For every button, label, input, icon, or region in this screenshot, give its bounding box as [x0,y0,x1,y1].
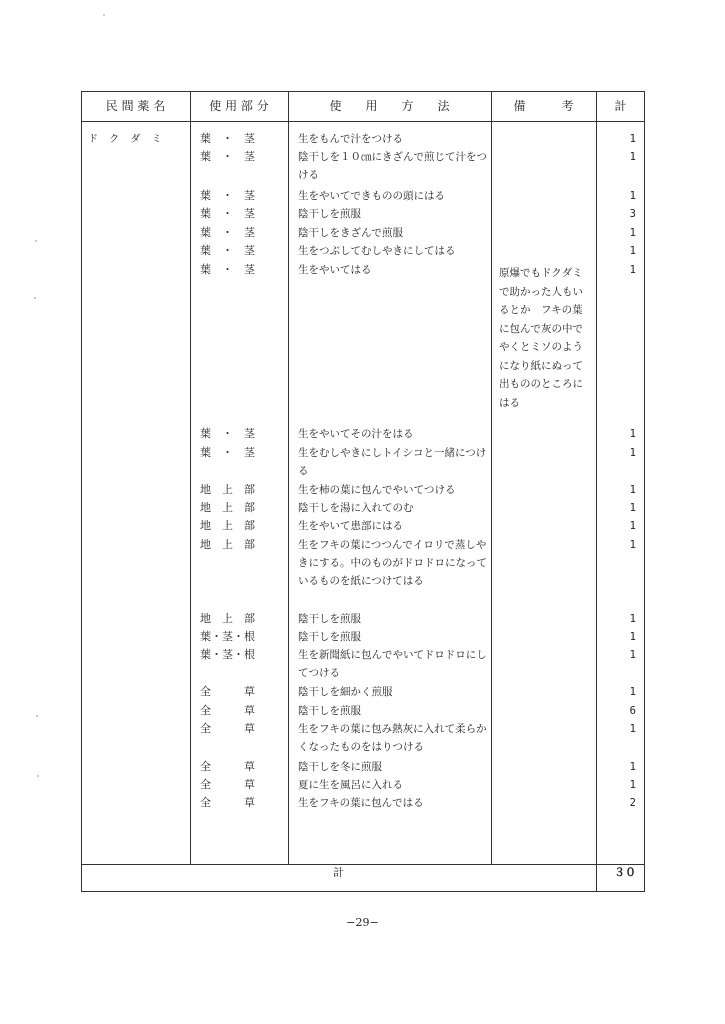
method-cell: 生をむしやきにしトイシコと一緒につける [298,447,487,477]
part-cell: 葉 ・ 茎 [200,446,255,459]
part-cell: 葉 ・ 茎 [200,150,255,163]
method-cell: 陰干しを煎服 [298,631,361,643]
count-cell: 1 [629,649,636,661]
part-cell: 地 上 部 [200,519,255,532]
method-cell: 生をやいてその汁をはる [298,428,414,440]
method-cell: 生をフキの葉に包んではる [298,797,424,809]
part-cell: 葉 ・ 茎 [200,244,255,257]
header-method: 使 用 方 法 [329,99,450,113]
part-cell: 地 上 部 [200,538,255,551]
column-divider [596,91,597,892]
count-cell: 1 [629,723,636,735]
count-cell: 1 [629,428,636,440]
count-cell: 3 [629,208,636,220]
total-label: 計 [333,866,344,879]
scan-speck [35,240,37,242]
part-cell: 全 草 [200,796,255,809]
scan-speck [36,715,38,717]
method-cell: 生をもんで汁をつける [298,133,403,145]
method-cell: 陰干しを煎服 [298,208,361,220]
part-cell: 全 草 [200,685,255,698]
column-divider [288,91,289,865]
total-value: ３０ [614,866,636,879]
part-cell: 葉 ・ 茎 [200,263,255,276]
part-cell: 葉 ・ 茎 [200,132,255,145]
plant-name: ド ク ダ ミ [88,134,166,145]
part-cell: 葉 ・ 茎 [200,427,255,440]
method-cell: 陰干しを１０㎝にきざんで煎じて汁をつける [298,151,487,181]
method-cell: 陰干しをきざんで煎服 [298,227,403,239]
scan-speck [103,14,105,16]
header-divider [81,121,645,122]
scan-speck [37,775,39,777]
header-name: 民 間 薬 名 [105,99,166,113]
part-cell: 葉 ・ 茎 [200,207,255,220]
count-cell: 1 [629,447,636,459]
count-cell: 1 [629,190,636,202]
method-cell: 生をフキの葉に包み熱灰に入れて柔らかくなったものをはりつける [298,723,487,753]
method-cell: 陰干しを細かく煎服 [298,686,393,698]
count-cell: 1 [629,779,636,791]
part-cell: 地 上 部 [200,612,255,625]
scan-speck [34,297,36,299]
count-cell: 1 [629,502,636,514]
method-cell: 生を柿の葉に包んでやいてつける [298,484,456,496]
part-cell: 葉 ・ 茎 [200,226,255,239]
method-cell: 夏に生を風呂に入れる [298,779,403,791]
count-cell: 1 [629,133,636,145]
part-cell: 全 草 [200,704,255,717]
note-cell: 原爆でもドクダミで助かった人もいるとか フキの葉に包んで灰の中でやくとミソのようになり紙にぬって出もののところにはる [499,267,583,409]
column-divider [190,91,191,865]
header-part: 使 用 部 分 [209,99,269,113]
count-cell: 1 [629,631,636,643]
method-cell: 生をやいて患部にはる [298,520,403,532]
count-cell: 1 [629,151,636,163]
part-cell: 全 草 [200,778,255,791]
part-cell: 地 上 部 [200,501,255,514]
count-cell: 1 [629,245,636,257]
part-cell: 葉・茎・根 [200,648,255,661]
method-cell: 生をやいてできものの頭にはる [298,190,445,202]
method-cell: 陰干しを冬に煎服 [298,761,382,773]
count-cell: 1 [629,761,636,773]
header-count: 計 [614,99,627,113]
count-cell: 6 [629,705,636,717]
method-cell: 生をやいてはる [298,264,372,276]
part-cell: 葉・茎・根 [200,630,255,643]
header-note: 備 考 [513,99,574,113]
method-cell: 生を新聞紙に包んでやいてドロドロにしてつける [298,649,487,679]
part-cell: 葉 ・ 茎 [200,189,255,202]
method-cell: 陰干しを湯に入れてのむ [298,502,414,514]
count-cell: 1 [629,484,636,496]
method-cell: 生をつぶしてむしやきにしてはる [298,245,456,257]
page-number: −29− [346,916,379,929]
part-cell: 全 草 [200,760,255,773]
count-cell: 1 [629,227,636,239]
part-cell: 地 上 部 [200,483,255,496]
count-cell: 1 [629,520,636,532]
method-cell: 陰干しを煎服 [298,705,361,717]
part-cell: 全 草 [200,722,255,735]
count-cell: 2 [629,797,636,809]
method-cell: 生をフキの葉につつんでイロリで蒸しやきにする。中のものがドロドロになっているものを紙につけてはる [298,539,487,587]
method-cell: 陰干しを煎服 [298,613,361,625]
count-cell: 1 [629,613,636,625]
count-cell: 1 [629,539,636,551]
count-cell: 1 [629,264,636,276]
column-divider [491,91,492,865]
count-cell: 1 [629,686,636,698]
